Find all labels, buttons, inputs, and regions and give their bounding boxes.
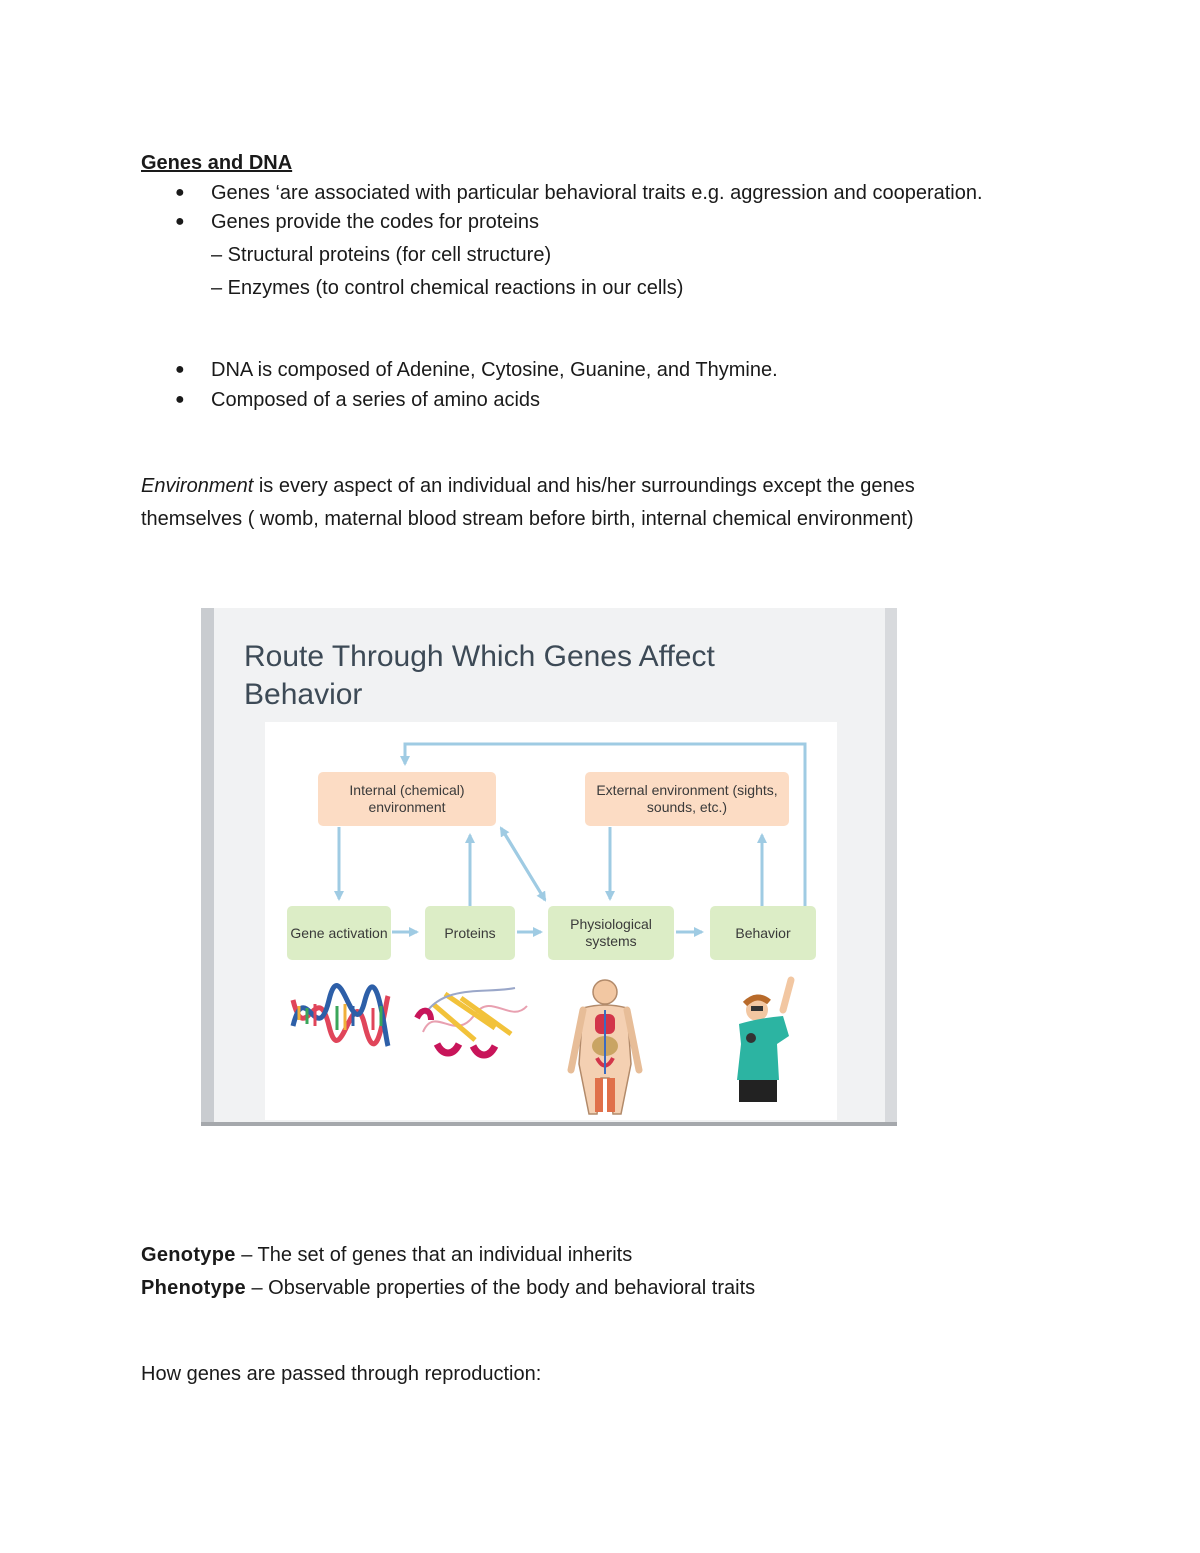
closing-line: How genes are passed through reproduction: [141,1363,542,1385]
figure-border [885,608,897,1126]
flow-diagram [265,722,837,1120]
list-item: Composed of a series of amino acids [211,389,541,411]
genotype-term: Genotype [141,1244,236,1266]
phenotype-line [141,1276,755,1300]
genotype-definition: – The set of genes that an individual inherits [235,1244,633,1266]
bullet-dot: ● [175,213,185,230]
internal-environment-box: Internal (chemical) environment [318,772,496,826]
figure-border [201,608,214,1126]
list-item: Genes ‘are associated with particular behavioral traits e.g. aggression and cooperation. [211,182,983,204]
list-item: DNA is composed of Adenine, Cytosine, Guanine, and Thymine. [211,359,778,381]
behavior-box: Behavior [710,906,816,960]
phenotype-definition: – Observable properties of the body and behavioral traits [245,1277,756,1299]
environment-term: Environment [141,475,254,497]
section-heading: Genes and DNA [141,152,293,174]
environment-line-2: themselves ( womb, maternal blood stream before birth, internal chemical environment) [141,508,914,530]
external-environment-box: External environment (sights, sounds, etc.) [585,772,789,826]
arrow-physiological-to-internal [501,828,545,900]
genotype-line [141,1243,632,1267]
bullet-dot: ● [175,361,185,378]
figure-route-genes-behavior [201,608,897,1126]
person-singing-image [737,980,791,1102]
phenotype-term: Phenotype [141,1277,246,1299]
sub-item: – Enzymes (to control chemical reactions in our cells) [211,277,684,299]
protein-structure-image [417,988,527,1055]
proteins-box: Proteins [425,906,515,960]
human-anatomy-image [571,980,639,1114]
dna-helix-image [293,986,388,1046]
list-item: Genes provide the codes for proteins [211,211,539,233]
environment-definition: is every aspect of an individual and his/her surroundings except the genes [253,475,915,497]
bullet-dot: ● [175,184,185,201]
gene-activation-box: Gene activation [287,906,391,960]
bullet-dot: ● [175,391,185,408]
sub-item: – Structural proteins (for cell structure) [211,244,552,266]
environment-line-1 [141,474,915,498]
figure-title: Route Through Which Genes Affect Behavior [244,640,715,711]
figure-border [201,1122,897,1126]
physiological-systems-box: Physiological systems [548,906,674,960]
